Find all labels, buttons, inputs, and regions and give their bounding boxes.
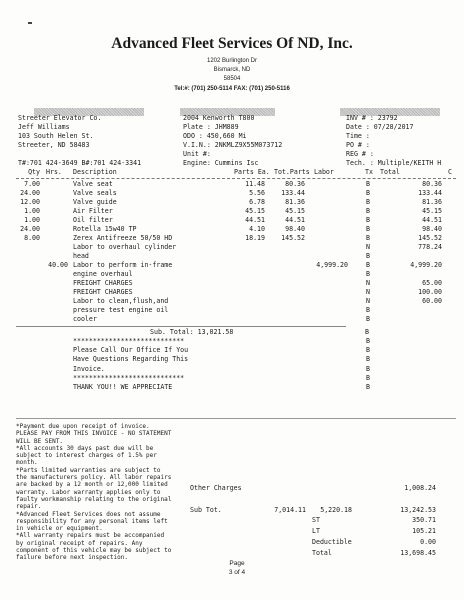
terms-line: warranty. Labor warranty applies only to bbox=[16, 488, 161, 496]
note-tx: B bbox=[366, 373, 370, 382]
subtot-parts: 7,014.11 bbox=[274, 506, 306, 514]
col-total: Total bbox=[380, 168, 400, 176]
subtotal-line: Sub. Total: 13,021.58 bbox=[150, 328, 234, 336]
invoice-block bbox=[346, 114, 441, 168]
vehicle-model: 2004 Kenworth T800 bbox=[183, 114, 255, 122]
cell-desc: Labor to clean,flush,and bbox=[73, 297, 169, 305]
scan-mark bbox=[28, 22, 32, 24]
terms-line: *Payment due upon receipt of invoice. bbox=[16, 423, 150, 430]
company-name: Advanced Fleet Services Of ND, Inc. bbox=[111, 35, 353, 52]
col-qty: Qty bbox=[28, 168, 40, 176]
col-description: Description bbox=[73, 168, 117, 176]
note-text: Invoice. bbox=[73, 364, 105, 373]
note-text: **************************** bbox=[73, 337, 185, 345]
cell-desc: Labor to overhaul cylinder bbox=[73, 243, 177, 251]
note-row bbox=[16, 337, 456, 346]
cell-tx: B bbox=[366, 270, 370, 278]
cell-tx: B bbox=[366, 198, 370, 206]
vehicle-vin: V.I.N.: 2NKMLZ9X55M073712 bbox=[183, 141, 283, 149]
st-value: 350.71 bbox=[412, 516, 436, 524]
cell-tx: N bbox=[366, 288, 370, 296]
cell-tx: N bbox=[366, 279, 370, 287]
note-text: THANK YOU!! WE APPRECIATE bbox=[73, 383, 173, 391]
total-label: Total bbox=[312, 549, 332, 557]
table-row bbox=[16, 279, 456, 288]
cell-tx: B bbox=[366, 189, 370, 197]
invoice-po: PO # : bbox=[346, 141, 370, 149]
table-row bbox=[16, 306, 456, 315]
cell-tx: B bbox=[366, 216, 370, 224]
terms-line: WILL BE SENT. bbox=[16, 437, 63, 445]
col-tot-parts: Tot.Parts bbox=[274, 168, 310, 176]
cell-tx: B bbox=[366, 225, 370, 233]
cell-total: 65.00 bbox=[422, 279, 442, 287]
company-zip: 58504 bbox=[223, 76, 241, 82]
subtotal-rule bbox=[16, 326, 346, 327]
cell-tot-parts: 80.36 bbox=[285, 180, 305, 188]
note-text: Have Questions Regarding This bbox=[73, 355, 189, 364]
note-tx: B bbox=[366, 355, 370, 364]
terms-line: the manufacturers policy. All labor repairs bbox=[16, 474, 172, 482]
table-row bbox=[16, 189, 456, 198]
note-text: **************************** bbox=[73, 373, 185, 382]
terms-line: component of this vehicle may be subject to bbox=[16, 547, 172, 555]
note-row bbox=[16, 374, 456, 383]
cell-qty: 1.00 bbox=[24, 207, 40, 215]
cell-desc: head bbox=[73, 252, 89, 260]
terms-line: repair. bbox=[16, 503, 42, 511]
cell-parts-ea: 18.19 bbox=[245, 234, 265, 242]
note-row bbox=[16, 365, 456, 374]
table-row bbox=[16, 225, 456, 234]
cell-total: 4,999.20 bbox=[410, 261, 442, 269]
col-hrs: Hrs. bbox=[46, 168, 62, 176]
cell-total: 45.15 bbox=[422, 207, 442, 215]
cell-qty: 7.00 bbox=[24, 180, 40, 188]
invoice-number: INV # : 23792 bbox=[346, 114, 398, 122]
note-tx: B bbox=[366, 337, 370, 345]
company-street: 1202 Burlington Dr bbox=[206, 58, 258, 64]
cell-parts-ea: 44.51 bbox=[245, 216, 265, 224]
cell-tx: B bbox=[366, 306, 370, 314]
terms-line: *Advanced Fleet Services does not assume bbox=[16, 510, 161, 518]
cell-desc: FREIGHT CHARGES bbox=[73, 279, 133, 287]
cell-qty: 24.00 bbox=[20, 189, 40, 197]
page-label: Page bbox=[229, 560, 245, 567]
customer-phones: T#:701 424-3649 B#:701 424-3341 bbox=[18, 159, 142, 167]
cell-desc: Air Filter bbox=[73, 207, 113, 215]
note-tx: B bbox=[366, 383, 370, 391]
cell-parts-ea: 4.10 bbox=[249, 225, 265, 233]
note-text: Please Call Our Office If You bbox=[73, 346, 189, 355]
header-divider bbox=[16, 178, 456, 179]
table-row bbox=[16, 315, 456, 324]
cell-tot-parts: 45.15 bbox=[285, 207, 305, 215]
other-charges-value: 1,008.24 bbox=[404, 484, 436, 492]
cell-qty: 8.00 bbox=[24, 234, 40, 242]
customer-street: 103 South Helen St. bbox=[18, 132, 94, 140]
cell-tot-parts: 145.52 bbox=[281, 234, 305, 242]
cell-desc: cooler bbox=[73, 315, 97, 323]
cell-total: 80.36 bbox=[422, 180, 442, 188]
cell-tx: B bbox=[366, 207, 370, 215]
cell-total: 44.51 bbox=[422, 216, 442, 224]
subtot-labor: 5,220.18 bbox=[320, 506, 352, 514]
table-row bbox=[16, 216, 456, 225]
cell-parts-ea: 11.48 bbox=[245, 180, 265, 188]
table-row bbox=[16, 243, 456, 252]
cell-desc: Valve seat bbox=[73, 180, 113, 188]
table-row bbox=[16, 270, 456, 279]
cell-tx: N bbox=[366, 297, 370, 305]
cell-tot-parts: 133.44 bbox=[281, 189, 305, 197]
note-row bbox=[16, 346, 456, 355]
terms-block bbox=[16, 423, 171, 562]
vehicle-odometer: ODO : 450,660 Mi bbox=[183, 132, 247, 140]
table-row bbox=[16, 207, 456, 216]
cell-qty: 24.00 bbox=[20, 225, 40, 233]
col-c: C bbox=[448, 168, 452, 176]
cell-tot-parts: 44.51 bbox=[285, 216, 305, 224]
cell-parts-ea: 45.15 bbox=[245, 207, 265, 215]
terms-line: *Parts limited warranties are subject to bbox=[16, 466, 161, 474]
cell-labor: 4,999.20 bbox=[316, 261, 348, 269]
cell-desc: engine overhaul bbox=[73, 270, 133, 278]
cell-desc: Valve seals bbox=[73, 189, 117, 197]
lt-label: LT bbox=[312, 527, 320, 535]
note-tx: B bbox=[366, 364, 370, 373]
col-tx: Tx bbox=[365, 168, 373, 176]
invoice-reg: REG # : bbox=[346, 150, 374, 158]
subtot-total: 13,242.53 bbox=[400, 506, 436, 514]
terms-line: are backed by a 12 month or 12,000 limited bbox=[16, 481, 168, 489]
cell-tx: B bbox=[366, 315, 370, 323]
terms-line: *All warranty repairs must be accompanied bbox=[16, 532, 165, 540]
invoice-date: Date : 07/28/2017 bbox=[346, 123, 414, 131]
cell-tx: B bbox=[366, 261, 370, 269]
cell-tot-parts: 81.36 bbox=[285, 198, 305, 206]
cell-desc: FREIGHT CHARGES bbox=[73, 288, 133, 296]
col-labor: Labor bbox=[314, 168, 334, 176]
cell-total: 60.00 bbox=[422, 297, 442, 305]
deductible-label: Deductible bbox=[312, 538, 352, 546]
cell-total: 98.40 bbox=[422, 225, 442, 233]
col-parts-ea: Parts Ea. bbox=[234, 168, 270, 176]
terms-line: *All accounts 30 days past due will be bbox=[16, 444, 154, 452]
lt-value: 105.21 bbox=[412, 527, 436, 535]
cell-desc: Valve guide bbox=[73, 198, 117, 206]
cell-desc: pressure test engine oil bbox=[73, 306, 169, 314]
table-row bbox=[16, 288, 456, 297]
subtotal-tx: B bbox=[365, 328, 369, 336]
invoice-tech: Tech. : Multiple/KEITH H bbox=[346, 159, 442, 167]
terms-line: in vehicle or equipment. bbox=[16, 525, 103, 533]
table-row bbox=[16, 234, 456, 243]
terms-line: PLEASE PAY FROM THIS INVOICE - NO STATEMENT bbox=[16, 430, 172, 438]
cell-total: 778.24 bbox=[418, 243, 442, 251]
cell-tx: B bbox=[366, 180, 370, 188]
cell-hrs: 40.00 bbox=[48, 261, 68, 269]
note-row bbox=[16, 355, 456, 364]
total-value: 13,698.45 bbox=[400, 549, 436, 557]
vehicle-unit: Unit #: bbox=[183, 150, 211, 158]
table-row bbox=[16, 261, 456, 270]
cell-qty: 12.00 bbox=[20, 198, 40, 206]
vehicle-plate: Plate : JHM889 bbox=[183, 123, 239, 131]
table-row bbox=[16, 252, 456, 261]
company-phones: Tel:#: (701) 250-5114 FAX: (701) 250-5116 bbox=[174, 86, 290, 92]
cell-tx: B bbox=[366, 234, 370, 242]
terms-line: subject to interest charges of 1.5% per bbox=[16, 452, 157, 460]
terms-line: month. bbox=[16, 459, 38, 467]
column-header bbox=[16, 168, 456, 177]
terms-line: failure before next inspection. bbox=[16, 554, 128, 562]
terms-line: responsibility for any personal items left bbox=[16, 517, 168, 525]
st-label: ST bbox=[312, 516, 320, 524]
terms-line: faulty workmanship relating to the original bbox=[16, 495, 172, 503]
cell-desc: Zerex Antifreeze 50/50 HD bbox=[73, 234, 173, 242]
note-tx: B bbox=[366, 346, 370, 355]
table-row bbox=[16, 198, 456, 207]
cell-parts-ea: 6.78 bbox=[249, 198, 265, 206]
page-number: 3 of 4 bbox=[228, 569, 246, 576]
customer-block bbox=[18, 114, 101, 150]
customer-city: Streeter, ND 58483 bbox=[18, 141, 90, 149]
lower-rule bbox=[16, 418, 456, 419]
cell-qty: 1.00 bbox=[24, 216, 40, 224]
cell-total: 145.52 bbox=[418, 234, 442, 242]
cell-desc: Labor to perform in-frame bbox=[73, 261, 173, 269]
cell-desc: Oil filter bbox=[73, 216, 113, 224]
company-city: Bismarck, ND bbox=[213, 67, 251, 73]
table-row bbox=[16, 297, 456, 306]
cell-total: 81.36 bbox=[422, 198, 442, 206]
subtot-label: Sub Tot. bbox=[190, 506, 222, 514]
cell-tx: N bbox=[366, 243, 370, 251]
cell-tot-parts: 98.40 bbox=[285, 225, 305, 233]
vehicle-engine: Engine: Cummins Isc bbox=[183, 159, 259, 167]
customer-name: Streeter Elevator Co. bbox=[18, 114, 102, 122]
cell-total: 100.00 bbox=[418, 288, 442, 296]
cell-parts-ea: 5.56 bbox=[249, 189, 265, 197]
other-charges-label: Other Charges bbox=[190, 484, 242, 492]
terms-line: by original receipt of repairs. Any bbox=[16, 539, 143, 547]
cell-desc: Rotella 15w40 TP bbox=[73, 225, 137, 233]
customer-contact: Jeff Williams bbox=[18, 123, 70, 131]
table-row bbox=[16, 180, 456, 189]
invoice-time: Time : bbox=[346, 132, 370, 140]
cell-tx: B bbox=[366, 252, 370, 260]
cell-total: 133.44 bbox=[418, 189, 442, 197]
vehicle-block bbox=[183, 114, 282, 168]
deductible-value: 0.00 bbox=[420, 538, 436, 546]
note-row bbox=[16, 383, 456, 392]
